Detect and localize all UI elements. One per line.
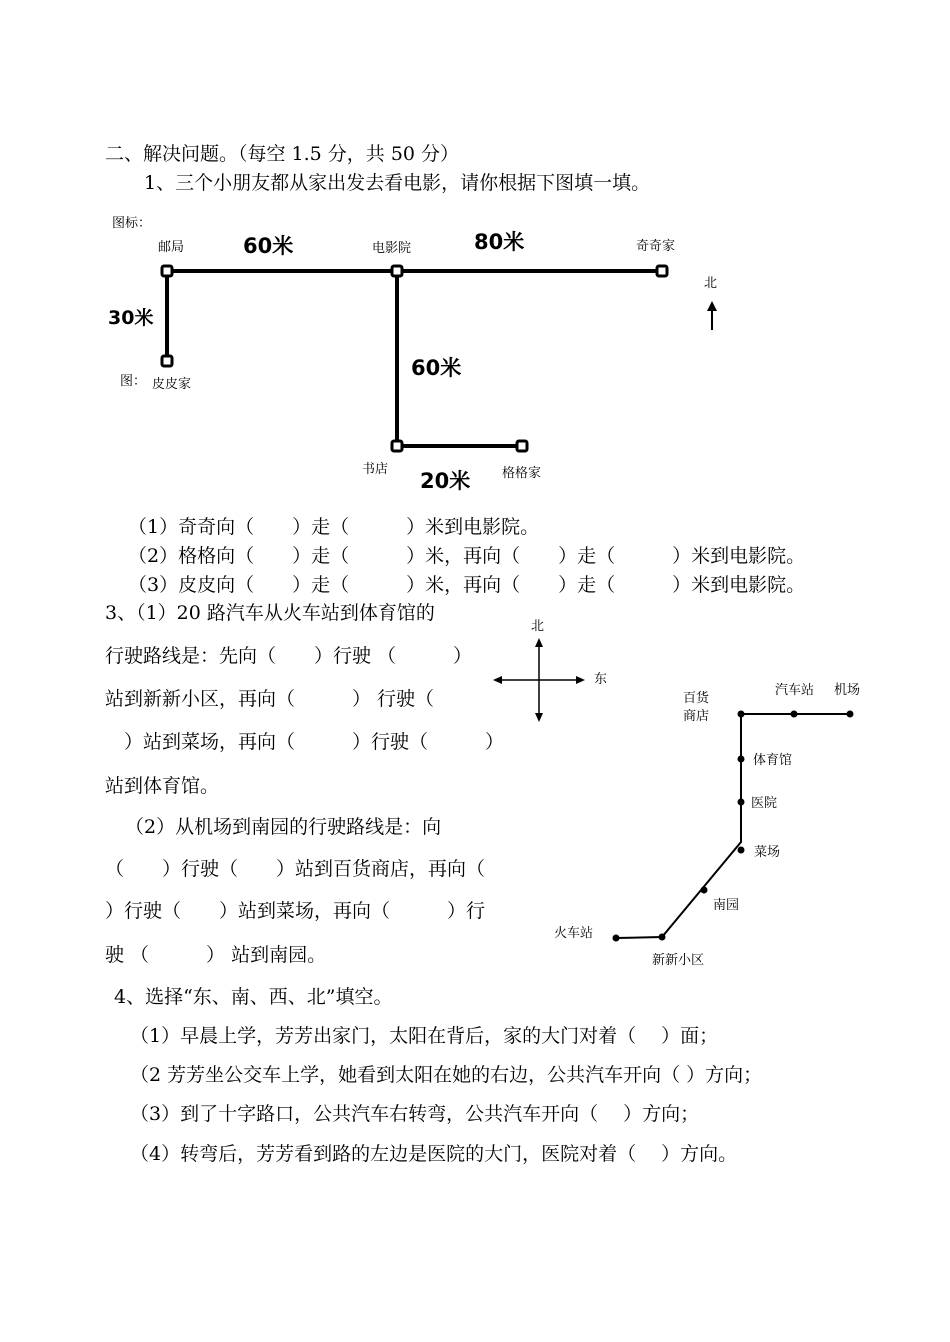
map-label-qiqi-home: 奇奇家 [636, 239, 676, 254]
q4-item-3: （3）到了十字路口，公共汽车右转弯，公共汽车开向（ ）方向； [130, 1103, 700, 1125]
q3-line-9: 驶 （ ） 站到南园。 [105, 944, 327, 966]
q3-bus-route-map [492, 610, 872, 970]
map-dist-cinema-qiqi: 80米 [474, 230, 525, 254]
map-label-cinema: 电影院 [372, 241, 412, 256]
label-xinxin: 新新小区 [652, 953, 705, 968]
compass-north-label: 北 [531, 619, 545, 634]
q4-item-2: （2 芳芳坐公交车上学，她看到太阳在她的右边，公共汽车开向（ ）方向； [130, 1064, 763, 1086]
map-label-bookstore: 书店 [362, 462, 389, 477]
q3-line-7: （ ）行驶（ ）站到百货商店，再向（ [105, 858, 486, 880]
q4-prompt: 4、选择“东、南、西、北”填空。 [114, 986, 393, 1008]
node-post-office [162, 266, 172, 276]
q1-item-1: （1）奇奇向（ ）走（ ）米到电影院。 [128, 516, 540, 538]
node-cinema [392, 266, 402, 276]
label-nanyuan: 南园 [713, 898, 740, 913]
q4-item-1: （1）早晨上学，芳芳出家门，太阳在背后，家的大门对着（ ）面； [130, 1025, 719, 1047]
map-dist-bookstore-gege: 20米 [420, 469, 471, 493]
label-department-store-1: 百货 [683, 691, 710, 706]
q3-line-3: 站到新新小区，再向（ ） 行驶（ [105, 688, 435, 710]
q3-line-4: ）站到菜场，再向（ ）行驶（ ） [105, 731, 505, 753]
stop-department-store [738, 711, 745, 718]
q1-item-3: （3）皮皮向（ ）走（ ）米，再向（ ）走（ ）米到电影院。 [128, 574, 806, 596]
q3-line-8: ）行驶（ ）站到菜场，再向（ ）行 [105, 900, 486, 922]
q3-line-5: 站到体育馆。 [105, 775, 220, 797]
node-pipi-home [162, 356, 172, 366]
label-stadium: 体育馆 [753, 753, 793, 768]
stop-stadium [738, 756, 745, 763]
q4-item-4: （4）转弯后，芳芳看到路的左边是医院的大门，医院对着（ ）方向。 [130, 1143, 738, 1165]
compass-east-label: 东 [594, 672, 608, 687]
q3-line-6: （2）从机场到南园的行驶路线是：向 [125, 816, 442, 838]
map-label-pipi-home: 皮皮家 [152, 377, 192, 392]
map-label-gege-home: 格格家 [502, 466, 542, 481]
north-label: 北 [704, 276, 718, 291]
label-market: 菜场 [754, 845, 781, 860]
stop-bus-station [791, 711, 798, 718]
label-department-store-2: 商店 [683, 709, 710, 724]
q3-line-2: 行驶路线是：先向（ ）行驶 （ ） [105, 645, 473, 667]
q3-line-1: 3、（1）20 路汽车从火车站到体育馆的 [105, 602, 435, 624]
label-bus-station: 汽车站 [775, 683, 815, 698]
q1-route-map [100, 205, 800, 505]
q1-prompt: 1、三个小朋友都从家出发去看电影，请你根据下图填一填。 [144, 172, 651, 194]
stop-nanyuan [701, 887, 708, 894]
map-dist-post-cinema: 60米 [243, 234, 294, 258]
map-legend-top: 图标： [112, 216, 152, 231]
label-airport: 机场 [834, 683, 861, 698]
label-hospital: 医院 [751, 796, 778, 811]
stop-market [738, 847, 745, 854]
node-gege-home [517, 441, 527, 451]
stop-hospital [738, 799, 745, 806]
map-dist-cinema-bookstore: 60米 [411, 356, 462, 380]
section-title: 二、解决问题。（每空 1.5 分，共 50 分） [105, 143, 460, 165]
map-dist-post-pipi: 30米 [108, 307, 154, 329]
q1-item-2: （2）格格向（ ）走（ ）米，再向（ ）走（ ）米到电影院。 [128, 545, 806, 567]
stop-xinxin [659, 934, 666, 941]
map-label-post-office: 邮局 [158, 240, 185, 255]
stop-airport [847, 711, 854, 718]
label-train-station: 火车站 [554, 926, 594, 941]
node-bookstore [392, 441, 402, 451]
stop-train-station [613, 935, 620, 942]
map-legend-bottom: 图： [120, 374, 147, 389]
node-qiqi-home [657, 266, 667, 276]
